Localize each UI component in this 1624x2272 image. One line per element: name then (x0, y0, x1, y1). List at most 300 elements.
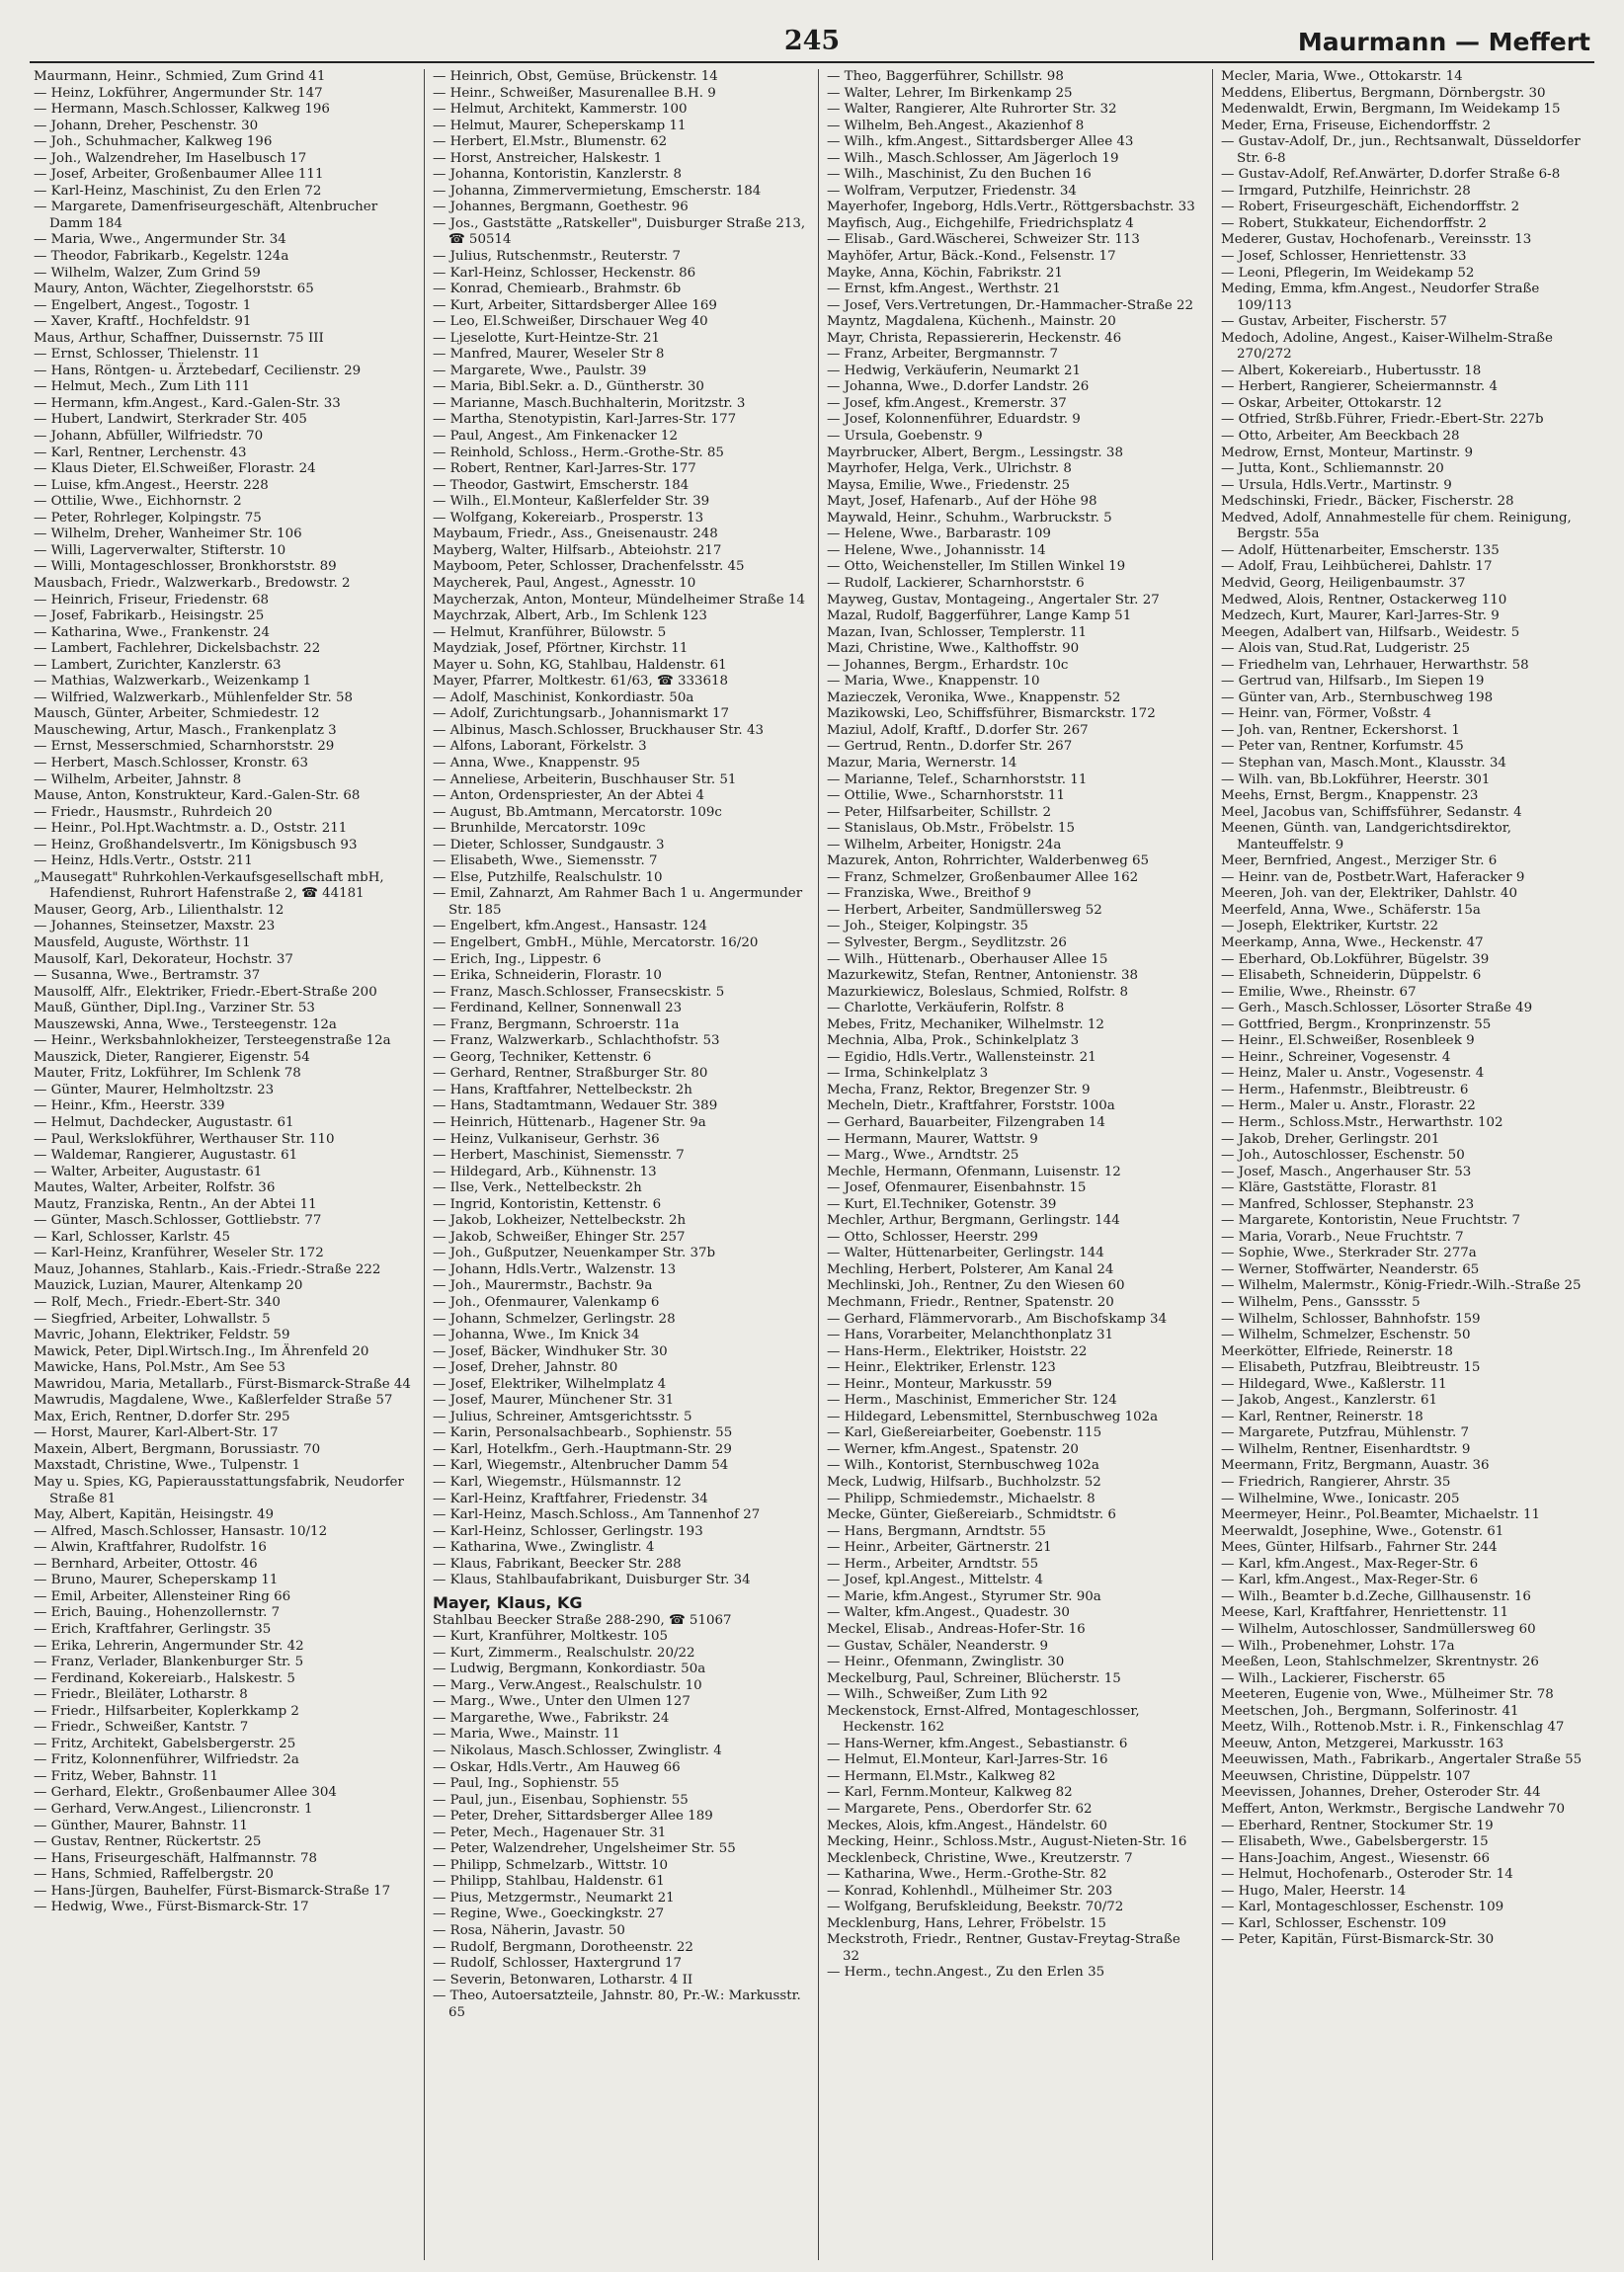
directory-entry: — Joseph, Elektriker, Kurtstr. 22 (1221, 919, 1439, 934)
directory-entry: — Konrad, Chemiearb., Brahmstr. 6b (433, 282, 682, 297)
directory-entry: — Wilhelm, Schlosser, Bahnhofstr. 159 (1221, 1311, 1481, 1327)
directory-entry: — Wilhelm, Walzer, Zum Grind 59 (34, 265, 261, 281)
directory-entry: Maxstadt, Christine, Wwe., Tulpenstr. 1 (34, 1458, 301, 1474)
directory-entry: — Bruno, Maurer, Scheperskamp 11 (34, 1573, 279, 1588)
directory-entry: — Heinrich, Obst, Gemüse, Brückenstr. 14 (433, 69, 718, 84)
directory-entry: — Herm., Arbeiter, Arndtstr. 55 (827, 1556, 1039, 1572)
directory-entry: Maziul, Adolf, Kraftf., D.dorfer Str. 267 (827, 722, 1089, 738)
directory-entry: — Wilh., Hüttenarb., Oberhauser Allee 15 (827, 951, 1108, 967)
directory-entry: Meeuw, Anton, Metzgerei, Markusstr. 163 (1221, 1736, 1504, 1751)
directory-entry: — Helmut, Architekt, Kammerstr. 100 (433, 102, 688, 118)
directory-entry: Mauszick, Dieter, Rangierer, Eigenstr. 54 (34, 1049, 310, 1065)
directory-entry: — Philipp, Schmelzarb., Wittstr. 10 (433, 1857, 669, 1873)
directory-entry: — Adolf, Maschinist, Konkordiastr. 50a (433, 690, 694, 705)
directory-entry: — Joh., Walzendreher, Im Haselbusch 17 (34, 150, 307, 166)
directory-entry: — Engelbert, Angest., Togostr. 1 (34, 297, 252, 313)
directory-entry: — Herbert, Rangierer, Scheiermannstr. 4 (1221, 379, 1498, 395)
directory-entry: — Martha, Stenotypistin, Karl-Jarres-Str. 177 (433, 412, 737, 428)
directory-entry: — Günther, Maurer, Bahnstr. 11 (34, 1818, 248, 1833)
directory-entry: Mauszewski, Anna, Wwe., Tersteegenstr. 12a (34, 1016, 337, 1032)
directory-entry: Meermeyer, Heinr., Pol.Beamter, Michaelstr. 11 (1221, 1507, 1541, 1523)
directory-entry: — Siegfried, Arbeiter, Lohwallstr. 5 (34, 1311, 271, 1327)
directory-entry: — Franz, Walzwerkarb., Schlachthofstr. 53 (433, 1033, 720, 1049)
directory-entry: Maychrzak, Albert, Arb., Im Schlenk 123 (433, 609, 707, 624)
directory-entry: — Gerhard, Elektr., Großenbaumer Allee 304 (34, 1785, 337, 1801)
directory-entry: Mechler, Arthur, Bergmann, Gerlingstr. 144 (827, 1213, 1120, 1229)
directory-entry: Medrow, Ernst, Monteur, Martinstr. 9 (1221, 445, 1473, 460)
directory-entry: — Waldemar, Rangierer, Augustastr. 61 (34, 1148, 298, 1164)
directory-entry: Mayweg, Gustav, Montageing., Angertaler Str. 27 (827, 592, 1160, 608)
directory-entry: — Karl-Heinz, Kranführer, Weseler Str. 172 (34, 1246, 324, 1261)
directory-entry: — Hedwig, Wwe., Fürst-Bismarck-Str. 17 (34, 1900, 309, 1915)
directory-entry: — Wilh., Beamter b.d.Zeche, Gillhausenstr. 16 (1221, 1588, 1531, 1604)
directory-entry: — Jakob, Schweißer, Ehinger Str. 257 (433, 1229, 686, 1245)
directory-entry: — Herbert, El.Mstr., Blumenstr. 62 (433, 134, 668, 150)
directory-entry: — Gerhard, Rentner, Straßburger Str. 80 (433, 1066, 708, 1082)
directory-entry: Meckstroth, Friedr., Rentner, Gustav-Freytag-Straße 32 (827, 1932, 1180, 1964)
directory-entry: — Wilhelm, Schmelzer, Eschenstr. 50 (1221, 1328, 1471, 1343)
directory-entry: Maycherzak, Anton, Monteur, Mündelheimer Straße 14 (433, 592, 805, 608)
directory-entry: — Erich, Kraftfahrer, Gerlingstr. 35 (34, 1621, 272, 1637)
directory-entry: — Philipp, Schmiedemstr., Michaelstr. 8 (827, 1491, 1096, 1506)
directory-entry: Mayfisch, Aug., Eichgehilfe, Friedrichsplatz 4 (827, 215, 1134, 231)
directory-entry: — Josef, Schlosser, Henriettenstr. 33 (1221, 249, 1467, 265)
directory-entry: — Klaus Dieter, El.Schweißer, Florastr. 24 (34, 461, 316, 477)
directory-entry: Mauser, Georg, Arb., Lilienthalstr. 12 (34, 902, 284, 918)
directory-entry: Meeren, Joh. van der, Elektriker, Dahlstr. 40 (1221, 886, 1517, 902)
directory-entry: — Wilfried, Walzwerkarb., Mühlenfelder Str. 58 (34, 690, 354, 705)
directory-entry: Mecler, Maria, Wwe., Ottokarstr. 14 (1221, 69, 1463, 84)
directory-entry: — Peter van, Rentner, Korfumstr. 45 (1221, 739, 1464, 755)
directory-entry: — Wilh., Maschinist, Zu den Buchen 16 (827, 167, 1092, 183)
directory-entry: — Wolfram, Verputzer, Friedenstr. 34 (827, 183, 1077, 199)
directory-entry: — Xaver, Kraftf., Hochfeldstr. 91 (34, 314, 252, 330)
directory-entry: — Julius, Schreiner, Amtsgerichtsstr. 5 (433, 1409, 692, 1424)
directory-entry: — Heinr., Pol.Hpt.Wachtmstr. a. D., Oststr. 211 (34, 821, 348, 837)
directory-entry: — Karl, kfm.Angest., Max-Reger-Str. 6 (1221, 1556, 1479, 1572)
directory-entry: — Joh., Steiger, Kolpingstr. 35 (827, 919, 1028, 934)
directory-entry: — Wolfgang, Berufskleidung, Beekstr. 70/72 (827, 1900, 1124, 1915)
directory-entry: — Ferdinand, Kellner, Sonnenwall 23 (433, 1001, 683, 1016)
directory-entry: — Eberhard, Rentner, Stockumer Str. 19 (1221, 1818, 1494, 1833)
directory-entry: — Josef, Maurer, Münchener Str. 31 (433, 1393, 675, 1409)
directory-entry: Mecke, Günter, Gießereiarb., Schmidtstr. 6 (827, 1507, 1116, 1523)
directory-entry: — Stephan van, Masch.Mont., Klausstr. 34 (1221, 755, 1506, 771)
directory-entry: Mecha, Franz, Rektor, Bregenzer Str. 9 (827, 1082, 1091, 1097)
directory-entry: Maywald, Heinr., Schuhm., Warbruckstr. 5 (827, 510, 1112, 526)
directory-entry: — Hugo, Maler, Heerstr. 14 (1221, 1883, 1407, 1899)
directory-entry: — Jos., Gaststätte „Ratskeller", Duisburger Straße 213, ☎ 50514 (433, 215, 806, 248)
directory-entry: Meeuwsen, Christine, Düppelstr. 107 (1221, 1768, 1471, 1784)
directory-entry: — Katharina, Wwe., Herm.-Grothe-Str. 82 (827, 1867, 1107, 1883)
directory-entry: Mausolf, Karl, Dekorateur, Hochstr. 37 (34, 951, 293, 967)
directory-entry: — Maria, Vorarb., Neue Fruchtstr. 7 (1221, 1229, 1464, 1245)
directory-entry: — Hans, Schmied, Raffelbergstr. 20 (34, 1867, 274, 1883)
directory-entry: — Karl, Schlosser, Eschenstr. 109 (1221, 1915, 1447, 1931)
directory-entry: — Robert, Rentner, Karl-Jarres-Str. 177 (433, 461, 696, 477)
directory-entry: Mechling, Herbert, Polsterer, Am Kanal 24 (827, 1261, 1114, 1277)
directory-entry: — Heinr., Ofenmann, Zwinglistr. 30 (827, 1655, 1065, 1670)
directory-entry: — Johannes, Bergmann, Goethestr. 96 (433, 200, 689, 215)
directory-entry: — Anneliese, Arbeiterin, Buschhauser Str. 51 (433, 771, 737, 787)
directory-entry: — Günter, Masch.Schlosser, Gottliebstr. 77 (34, 1213, 322, 1229)
directory-entry: — Leoni, Pflegerin, Im Weidekamp 52 (1221, 265, 1475, 281)
directory-entry: Meckenstock, Ernst-Alfred, Montageschlosser, Heckenstr. 162 (827, 1703, 1140, 1736)
directory-entry: — Johann, Abfüller, Wilfriedstr. 70 (34, 429, 264, 445)
directory-entry: Meenen, Günth. van, Landgerichtsdirektor, Manteuffelstr. 9 (1221, 821, 1511, 852)
directory-entry: — Wolfgang, Kokereiarb., Prosperstr. 13 (433, 510, 704, 526)
directory-entry: Mazurkewitz, Stefan, Rentner, Antonienstr. 38 (827, 968, 1138, 984)
directory-entry: — Peter, Rohrleger, Kolpingstr. 75 (34, 510, 262, 526)
directory-entry: — Paul, Angest., Am Finkenacker 12 (433, 429, 678, 445)
directory-entry: Meck, Ludwig, Hilfsarb., Buchholzstr. 52 (827, 1475, 1101, 1491)
directory-entry: — Joh., Maurermstr., Bachstr. 9a (433, 1278, 653, 1294)
directory-entry: — Willi, Lagerverwalter, Stifterstr. 10 (34, 542, 286, 558)
directory-entry: — Heinrich, Hüttenarb., Hagener Str. 9a (433, 1115, 706, 1130)
directory-entry: — Ernst, Schlosser, Thielenstr. 11 (34, 347, 261, 363)
directory-entry: — Heinr., Monteur, Markusstr. 59 (827, 1376, 1053, 1392)
directory-entry: — Katharina, Wwe., Frankenstr. 24 (34, 624, 271, 640)
directory-entry: — Joh., Autoschlosser, Eschenstr. 50 (1221, 1148, 1465, 1164)
directory-entry: Mauter, Fritz, Lokführer, Im Schlenk 78 (34, 1066, 301, 1082)
directory-entry: — Ernst, kfm.Angest., Werthstr. 21 (827, 282, 1061, 297)
directory-entry: — Heinz, Hdls.Vertr., Oststr. 211 (34, 853, 253, 869)
directory-entry: — Marianne, Telef., Scharnhorststr. 11 (827, 771, 1088, 787)
directory-entry: — Wilhelm, Beh.Angest., Akazienhof 8 (827, 118, 1085, 133)
directory-entry: Mazurek, Anton, Rohrrichter, Walderbenweg 65 (827, 853, 1150, 869)
directory-entry: Medschinski, Friedr., Bäcker, Fischerstr. 28 (1221, 494, 1514, 510)
directory-entry: — Franz, Verlader, Blankenburger Str. 5 (34, 1655, 304, 1670)
directory-entry: Medoch, Adoline, Angest., Kaiser-Wilhelm-Straße 270/272 (1221, 330, 1553, 363)
directory-entry: — Kläre, Gaststätte, Florastr. 81 (1221, 1180, 1438, 1196)
directory-entry: — Wilh., Probenehmer, Lohstr. 17a (1221, 1638, 1455, 1654)
directory-entry: — Julius, Rutschenmstr., Reuterstr. 7 (433, 249, 682, 265)
directory-entry: — Marie, kfm.Angest., Styrumer Str. 90a (827, 1588, 1101, 1604)
directory-entry: — Horst, Maurer, Karl-Albert-Str. 17 (34, 1425, 279, 1441)
directory-entry: — Josef, Vers.Vertretungen, Dr.-Hammacher-Straße 22 (827, 297, 1194, 313)
directory-entry: — Adolf, Frau, Leihbücherei, Dahlstr. 17 (1221, 559, 1493, 575)
directory-entry: Mazur, Maria, Wernerstr. 14 (827, 755, 1017, 771)
directory-entry: — Josef, Kolonnenführer, Eduardstr. 9 (827, 412, 1081, 428)
directory-entry: — Ernst, Messerschmied, Scharnhorststr. 29 (34, 739, 335, 755)
directory-entry: — Albert, Kokereiarb., Hubertusstr. 18 (1221, 363, 1482, 378)
directory-entry: May, Albert, Kapitän, Heisingstr. 49 (34, 1507, 275, 1523)
directory-entry: Mees, Günter, Hilfsarb., Fahrner Str. 244 (1221, 1540, 1498, 1556)
directory-entry: Mechlinski, Joh., Rentner, Zu den Wiesen 60 (827, 1278, 1125, 1294)
directory-entry: Mazieczek, Veronika, Wwe., Knappenstr. 52 (827, 690, 1121, 705)
directory-entry: — Karl-Heinz, Schlosser, Gerlingstr. 193 (433, 1523, 703, 1539)
directory-entry: Mazal, Rudolf, Baggerführer, Lange Kamp 51 (827, 609, 1132, 624)
directory-entry: — Heinr., El.Schweißer, Rosenbleek 9 (1221, 1033, 1475, 1049)
directory-entry: — Wilh., Lackierer, Fischerstr. 65 (1221, 1670, 1446, 1686)
directory-entry: — Heinr., Arbeiter, Gärtnerstr. 21 (827, 1540, 1052, 1556)
directory-entry: — Hans-Werner, kfm.Angest., Sebastianstr. 6 (827, 1736, 1128, 1751)
directory-entry: Max, Erich, Rentner, D.dorfer Str. 295 (34, 1409, 290, 1424)
directory-entry: — Heinrich, Friseur, Friedenstr. 68 (34, 592, 270, 608)
directory-entry: — Engelbert, GmbH., Mühle, Mercatorstr. 16/20 (433, 934, 759, 950)
directory-entry: — Jakob, Angest., Kanzlerstr. 61 (1221, 1393, 1438, 1409)
directory-entry: — Georg, Techniker, Kettenstr. 6 (433, 1049, 652, 1065)
directory-entry: Mayboom, Peter, Schlosser, Drachenfelsstr. 45 (433, 559, 745, 575)
directory-entry: — Sophie, Wwe., Sterkrader Str. 277a (1221, 1246, 1477, 1261)
directory-entry: — Manfred, Schlosser, Stephanstr. 23 (1221, 1196, 1475, 1212)
directory-entry: — Herm., Hafenmstr., Bleibtreustr. 6 (1221, 1082, 1469, 1097)
directory-entry: — Erich, Ing., Lippestr. 6 (433, 951, 602, 967)
directory-entry: — Wilhelm, Malermstr., König-Friedr.-Wilh.-Straße 25 (1221, 1278, 1582, 1294)
directory-entry: — Margarete, Damenfriseurgeschäft, Altenbrucher Damm 184 (34, 200, 378, 231)
directory-entry: — Franz, Masch.Schlosser, Fransecskistr. 5 (433, 984, 725, 1000)
directory-entry: Mayhöfer, Artur, Bäck.-Kond., Felsenstr. 17 (827, 249, 1116, 265)
directory-entry: — Jakob, Lokheizer, Nettelbeckstr. 2h (433, 1213, 687, 1229)
directory-entry: — Peter, Mech., Hagenauer Str. 31 (433, 1825, 667, 1840)
directory-entry: — Alois van, Stud.Rat, Ludgeristr. 25 (1221, 641, 1471, 657)
directory-entry: — Eberhard, Ob.Lokführer, Bügelstr. 39 (1221, 951, 1490, 967)
page-number: 245 (783, 26, 841, 56)
directory-entry: — Gerh., Masch.Schlosser, Lösorter Straße 49 (1221, 1001, 1533, 1016)
directory-entry: — Gustav-Adolf, Ref.Anwärter, D.dorfer Straße 6-8 (1221, 167, 1561, 183)
directory-entry: Meerkamp, Anna, Wwe., Heckenstr. 47 (1221, 934, 1484, 950)
directory-entry: — Manfred, Maurer, Weseler Str 8 (433, 347, 665, 363)
directory-entry: — Kurt, Zimmerm., Realschulstr. 20/22 (433, 1645, 695, 1661)
directory-entry: — Else, Putzhilfe, Realschulstr. 10 (433, 869, 663, 885)
directory-entry: Mayrhofer, Helga, Verk., Ulrichstr. 8 (827, 461, 1072, 477)
directory-entry: — Joh., Gußputzer, Neuenkamper Str. 37b (433, 1246, 716, 1261)
directory-entry: — Herbert, Arbeiter, Sandmüllersweg 52 (827, 902, 1102, 918)
directory-entry: — Gertrud van, Hilfsarb., Im Siepen 19 (1221, 674, 1485, 690)
directory-entry: — Leo, El.Schweißer, Dirschauer Weg 40 (433, 314, 708, 330)
directory-entry: — Ludwig, Bergmann, Konkordiastr. 50a (433, 1662, 706, 1677)
directory-entry: Meder, Erna, Friseuse, Eichendorffstr. 2 (1221, 118, 1492, 133)
directory-entry: — Wilhelm, Rentner, Eisenhardtstr. 9 (1221, 1441, 1471, 1457)
directory-entry: — Alfred, Masch.Schlosser, Hansastr. 10/12 (34, 1523, 328, 1539)
directory-entry: — Hildegard, Wwe., Kaßlerstr. 11 (1221, 1376, 1447, 1392)
directory-entry: — Anna, Wwe., Knappenstr. 95 (433, 755, 641, 771)
directory-entry: — Sylvester, Bergm., Seydlitzstr. 26 (827, 934, 1067, 950)
directory-entry: — Irma, Schinkelplatz 3 (827, 1066, 989, 1082)
directory-entry: Mayr, Christa, Repassiererin, Heckenstr. 46 (827, 330, 1122, 346)
directory-entry: — Engelbert, kfm.Angest., Hansastr. 124 (433, 919, 707, 934)
directory-entry: — Ljeselotte, Kurt-Heintze-Str. 21 (433, 330, 661, 346)
directory-entry: — Elisabeth, Putzfrau, Bleibtreustr. 15 (1221, 1360, 1481, 1376)
directory-entry: Mechle, Hermann, Ofenmann, Luisenstr. 12 (827, 1164, 1121, 1179)
directory-entry: — Robert, Stukkateur, Eichendorffstr. 2 (1221, 215, 1487, 231)
directory-entry: — Josef, Masch., Angerhauser Str. 53 (1221, 1164, 1472, 1179)
directory-entry: — Peter, Dreher, Sittardsberger Allee 189 (433, 1809, 713, 1825)
directory-entry: — Helene, Wwe., Barbarastr. 109 (827, 527, 1051, 542)
directory-entry: — Helmut, Mech., Zum Lith 111 (34, 379, 251, 395)
directory-entry: — Herbert, Maschinist, Siemensstr. 7 (433, 1148, 685, 1164)
directory-entry: Mayt, Josef, Hafenarb., Auf der Höhe 98 (827, 494, 1097, 510)
directory-entry: — Emil, Zahnarzt, Am Rahmer Bach 1 u. Angermunder Str. 185 (433, 886, 803, 918)
directory-entry: — Karl, Hotelkfm., Gerh.-Hauptmann-Str. 29 (433, 1441, 732, 1457)
directory-entry: — Irmgard, Putzhilfe, Heinrichstr. 28 (1221, 183, 1471, 199)
directory-entry: — Josef, Elektriker, Wilhelmplatz 4 (433, 1376, 667, 1392)
directory-entry: — Gerhard, Verw.Angest., Liliencronstr. 1 (34, 1801, 313, 1817)
directory-entry: — Johanna, Zimmervermietung, Emscherstr. 184 (433, 183, 762, 199)
directory-entry: — Friedr., Schweißer, Kantstr. 7 (34, 1720, 249, 1736)
directory-entry: — Wilhelm, Arbeiter, Honigstr. 24a (827, 837, 1062, 852)
directory-entry: — Ferdinand, Kokereiarb., Halskestr. 5 (34, 1670, 295, 1686)
directory-entry: — Pius, Metzgermstr., Neumarkt 21 (433, 1890, 675, 1906)
directory-entry: — Friedr., Hilfsarbeiter, Koplerkkamp 2 (34, 1703, 299, 1719)
directory-entry: — Oskar, Hdls.Vertr., Am Hauweg 66 (433, 1759, 681, 1775)
directory-entry: — Rudolf, Bergmann, Dorotheenstr. 22 (433, 1939, 693, 1955)
directory-entry: — Maria, Wwe., Angermunder Str. 34 (34, 232, 286, 248)
directory-entry: — Gottfried, Bergm., Kronprinzenstr. 55 (1221, 1016, 1492, 1032)
directory-entry: Maydziak, Josef, Pförtner, Kirchstr. 11 (433, 641, 689, 657)
directory-entry: — Herm., Maschinist, Emmericher Str. 124 (827, 1393, 1117, 1409)
directory-entry: — Karl, Fernm.Monteur, Kalkweg 82 (827, 1785, 1073, 1801)
directory-entry: — Albinus, Masch.Schlosser, Bruckhauser Str. 43 (433, 722, 764, 738)
directory-entry: — Theo, Autoersatzteile, Jahnstr. 80, Pr.-W.: Markusstr. 65 (433, 1988, 801, 2020)
directory-entry: Mechnia, Alba, Prok., Schinkelplatz 3 (827, 1033, 1080, 1049)
directory-entry: — Heinr., Elektriker, Erlenstr. 123 (827, 1360, 1056, 1376)
directory-entry: — Alfons, Laborant, Förkelstr. 3 (433, 739, 647, 755)
directory-entry: — Karl, Rentner, Reinerstr. 18 (1221, 1409, 1423, 1424)
directory-entry: — Regine, Wwe., Goeckingkstr. 27 (433, 1907, 665, 1922)
directory-entry: — Severin, Betonwaren, Lotharstr. 4 II (433, 1972, 693, 1988)
directory-entry: Stahlbau Beecker Straße 288-290, ☎ 51067 (433, 1612, 732, 1628)
directory-entry: Mayerhofer, Ingeborg, Hdls.Vertr., Röttgersbachstr. 33 (827, 200, 1195, 215)
directory-entry: — Josef, Arbeiter, Großenbaumer Allee 111 (34, 167, 324, 183)
directory-entry: — Karl, Rentner, Lerchenstr. 43 (34, 445, 247, 460)
directory-heading: Mayer, Klaus, KG (433, 1592, 583, 1612)
directory-entry: — Emilie, Wwe., Rheinstr. 67 (1221, 984, 1417, 1000)
directory-entry: — Karl, kfm.Angest., Max-Reger-Str. 6 (1221, 1573, 1479, 1588)
directory-entry: — Hubert, Landwirt, Sterkrader Str. 405 (34, 412, 307, 428)
directory-entry: — Hermann, Maurer, Wattstr. 9 (827, 1131, 1038, 1147)
directory-entry: — Helmut, Kranführer, Bülowstr. 5 (433, 624, 667, 640)
directory-entry: Mazi, Christine, Wwe., Kalthoffstr. 90 (827, 641, 1080, 657)
directory-entry: — Heinr. van de, Postbetr.Wart, Haferacker 9 (1221, 869, 1525, 885)
directory-entry: — Walter, Lehrer, Im Birkenkamp 25 (827, 85, 1073, 101)
directory-entry: — Maria, Wwe., Mainstr. 11 (433, 1727, 620, 1743)
directory-entry: Mautes, Walter, Arbeiter, Rolfstr. 36 (34, 1180, 276, 1196)
directory-entry: Meffert, Anton, Werkmstr., Bergische Landwehr 70 (1221, 1801, 1565, 1817)
directory-entry: — Ottilie, Wwe., Scharnhorststr. 11 (827, 788, 1065, 804)
directory-entry: — Helene, Wwe., Johannisstr. 14 (827, 542, 1046, 558)
directory-entry: Mederer, Gustav, Hochofenarb., Vereinsstr. 13 (1221, 232, 1532, 248)
directory-entry: „Mausegatt" Ruhrkohlen-Verkaufsgesellschaft mbH, Hafendienst, Ruhrort Hafenstraße 2, ☎ 44181 (34, 869, 384, 902)
directory-entry: — Erika, Lehrerin, Angermunder Str. 42 (34, 1638, 304, 1654)
directory-entry: — Marianne, Masch.Buchhalterin, Moritzstr. 3 (433, 395, 746, 411)
directory-entry: — Johanna, Wwe., Im Knick 34 (433, 1328, 640, 1343)
directory-entry: — Paul, Werkslokführer, Werthauser Str. 110 (34, 1131, 335, 1147)
directory-entry: Mayke, Anna, Köchin, Fabrikstr. 21 (827, 265, 1063, 281)
directory-entry: — Elisabeth, Wwe., Siemensstr. 7 (433, 853, 658, 869)
directory-entry: — Ottilie, Wwe., Eichhornstr. 2 (34, 494, 242, 510)
directory-entry: — Josef, Ofenmaurer, Eisenbahnstr. 15 (827, 1180, 1087, 1196)
directory-entry: — Karl-Heinz, Masch.Schloss., Am Tannenhof 27 (433, 1507, 761, 1523)
directory-entry: — Elisabeth, Wwe., Gabelsbergerstr. 15 (1221, 1834, 1489, 1850)
directory-entry: — Ursula, Goebenstr. 9 (827, 429, 983, 445)
directory-entry: Mebes, Fritz, Mechaniker, Wilhelmstr. 12 (827, 1016, 1104, 1032)
directory-entry: — Hans, Vorarbeiter, Melanchthonplatz 31 (827, 1328, 1114, 1343)
directory-entry: — Hildegard, Lebensmittel, Sternbuschweg 102a (827, 1409, 1159, 1424)
directory-entry: May u. Spies, KG, Papierausstattungsfabrik, Neudorfer Straße 81 (34, 1475, 404, 1506)
directory-entry: — Karl, Wiegemstr., Hülsmannstr. 12 (433, 1475, 682, 1491)
directory-entry: — Herm., Schloss.Mstr., Herwarthstr. 102 (1221, 1115, 1503, 1130)
directory-entry: Mechmann, Friedr., Rentner, Spatenstr. 20 (827, 1295, 1114, 1311)
directory-entry: — Josef, Bäcker, Windhuker Str. 30 (433, 1343, 668, 1359)
directory-entry: — Karl, Montageschlosser, Eschenstr. 109 (1221, 1900, 1504, 1915)
directory-entry: — Elisabeth, Schneiderin, Düppelstr. 6 (1221, 968, 1482, 984)
column-3 (818, 69, 1200, 2260)
directory-entry: — Hans, Bergmann, Arndtstr. 55 (827, 1523, 1046, 1539)
directory-entry: — Hedwig, Verkäuferin, Neumarkt 21 (827, 363, 1081, 378)
directory-entry: — Jutta, Kont., Schliemannstr. 20 (1221, 461, 1444, 477)
directory-entry: Mauschewing, Artur, Masch., Frankenplatz 3 (34, 722, 337, 738)
directory-entry: — Karin, Personalsachbearb., Sophienstr. 55 (433, 1425, 733, 1441)
directory-entry: — Karl-Heinz, Kraftfahrer, Friedenstr. 34 (433, 1491, 708, 1506)
directory-entry: — Heinr., Kfm., Heerstr. 339 (34, 1098, 225, 1114)
directory-entry: — Heinz, Maler u. Anstr., Vogesenstr. 4 (1221, 1066, 1485, 1082)
directory-entry: — Hermann, El.Mstr., Kalkweg 82 (827, 1768, 1056, 1784)
directory-entry: — Helmut, Maurer, Scheperskamp 11 (433, 118, 687, 133)
directory-entry: — Jakob, Dreher, Gerlingstr. 201 (1221, 1131, 1440, 1147)
directory-entry: — Horst, Anstreicher, Halskestr. 1 (433, 150, 663, 166)
directory-entry: Meding, Emma, kfm.Angest., Neudorfer Straße 109/113 (1221, 282, 1540, 313)
directory-entry: Maycherek, Paul, Angest., Agnesstr. 10 (433, 575, 696, 591)
directory-entry: — Elisab., Gard.Wäscherei, Schweizer Str. 113 (827, 232, 1140, 248)
directory-entry: — Theodor, Gastwirt, Emscherstr. 184 (433, 477, 690, 493)
directory-entry: — Konrad, Kohlenhdl., Mülheimer Str. 203 (827, 1883, 1113, 1899)
directory-entry: — Günter van, Arb., Sternbuschweg 198 (1221, 690, 1494, 705)
directory-entry: — Gustav-Adolf, Dr., jun., Rechtsanwalt, Düsseldorfer Str. 6-8 (1221, 134, 1581, 166)
directory-entry: — Wilh. van, Bb.Lokführer, Heerstr. 301 (1221, 771, 1491, 787)
directory-entry: Meel, Jacobus van, Schiffsführer, Sedanstr. 4 (1221, 804, 1522, 820)
directory-columns (30, 69, 1594, 2260)
directory-entry: Mayer, Pfarrer, Moltkestr. 61/63, ☎ 333618 (433, 674, 729, 690)
directory-entry: Meerkötter, Elfriede, Reinerstr. 18 (1221, 1343, 1453, 1359)
directory-entry: Meevissen, Johannes, Dreher, Osteroder Str. 44 (1221, 1785, 1541, 1801)
directory-entry: — Otto, Weichensteller, Im Stillen Winkel 19 (827, 559, 1126, 575)
directory-entry: — Johann, Dreher, Peschenstr. 30 (34, 118, 259, 133)
directory-entry: — Charlotte, Verkäuferin, Rolfstr. 8 (827, 1001, 1065, 1016)
directory-entry: — Rudolf, Lackierer, Scharnhorststr. 6 (827, 575, 1085, 591)
directory-entry: — Brunhilde, Mercatorstr. 109c (433, 821, 646, 837)
directory-entry: — Ingrid, Kontoristin, Kettenstr. 6 (433, 1196, 662, 1212)
directory-entry: — Margarete, Kontoristin, Neue Fruchtstr. 7 (1221, 1213, 1521, 1229)
directory-entry: Mautz, Franziska, Rentn., An der Abtei 11 (34, 1196, 317, 1212)
directory-entry: — Otto, Arbeiter, Am Beeckbach 28 (1221, 429, 1460, 445)
directory-entry: — Helmut, Hochofenarb., Osteroder Str. 14 (1221, 1867, 1513, 1883)
directory-entry: Mecklenburg, Hans, Lehrer, Fröbelstr. 15 (827, 1915, 1106, 1931)
directory-entry: Mausbach, Friedr., Walzwerkarb., Bredowstr. 2 (34, 575, 351, 591)
directory-entry: Mauz, Johannes, Stahlarb., Kais.-Friedr.-Straße 222 (34, 1261, 381, 1277)
directory-entry: Mausfeld, Auguste, Wörthstr. 11 (34, 934, 251, 950)
directory-entry: Meckes, Alois, kfm.Angest., Händelstr. 60 (827, 1818, 1107, 1833)
column-1 (30, 69, 412, 2260)
directory-entry: — Gustav, Schäler, Neanderstr. 9 (827, 1638, 1048, 1654)
header-rule (30, 61, 1594, 63)
directory-entry: — Robert, Friseurgeschäft, Eichendorffstr. 2 (1221, 200, 1520, 215)
directory-entry: — Heinz, Großhandelsvertr., Im Königsbusch 93 (34, 837, 358, 852)
directory-entry: — Wilhelmine, Wwe., Ionicastr. 205 (1221, 1491, 1460, 1506)
directory-entry: — Herm., Maler u. Anstr., Florastr. 22 (1221, 1098, 1476, 1114)
directory-entry: — Hans-Jürgen, Bauhelfer, Fürst-Bismarck-Straße 17 (34, 1883, 391, 1899)
directory-entry: — Peter, Hilfsarbeiter, Schillstr. 2 (827, 804, 1052, 820)
directory-entry: Mecking, Heinr., Schloss.Mstr., August-Nieten-Str. 16 (827, 1834, 1187, 1850)
directory-entry: — Hans, Röntgen- u. Ärztebedarf, Cecilienstr. 29 (34, 363, 362, 378)
directory-entry: — Paul, Ing., Sophienstr. 55 (433, 1776, 619, 1792)
directory-entry: — Anton, Ordenspriester, An der Abtei 4 (433, 788, 705, 804)
directory-entry: Mawridou, Maria, Metallarb., Fürst-Bismarck-Straße 44 (34, 1376, 411, 1392)
directory-entry: — Paul, jun., Eisenbau, Sophienstr. 55 (433, 1792, 689, 1808)
directory-entry: — Franz, Bergmann, Schroerstr. 11a (433, 1016, 680, 1032)
directory-entry: — Wilh., El.Monteur, Kaßlerfelder Str. 39 (433, 494, 710, 510)
directory-entry: — Hermann, kfm.Angest., Kard.-Galen-Str. 33 (34, 395, 341, 411)
